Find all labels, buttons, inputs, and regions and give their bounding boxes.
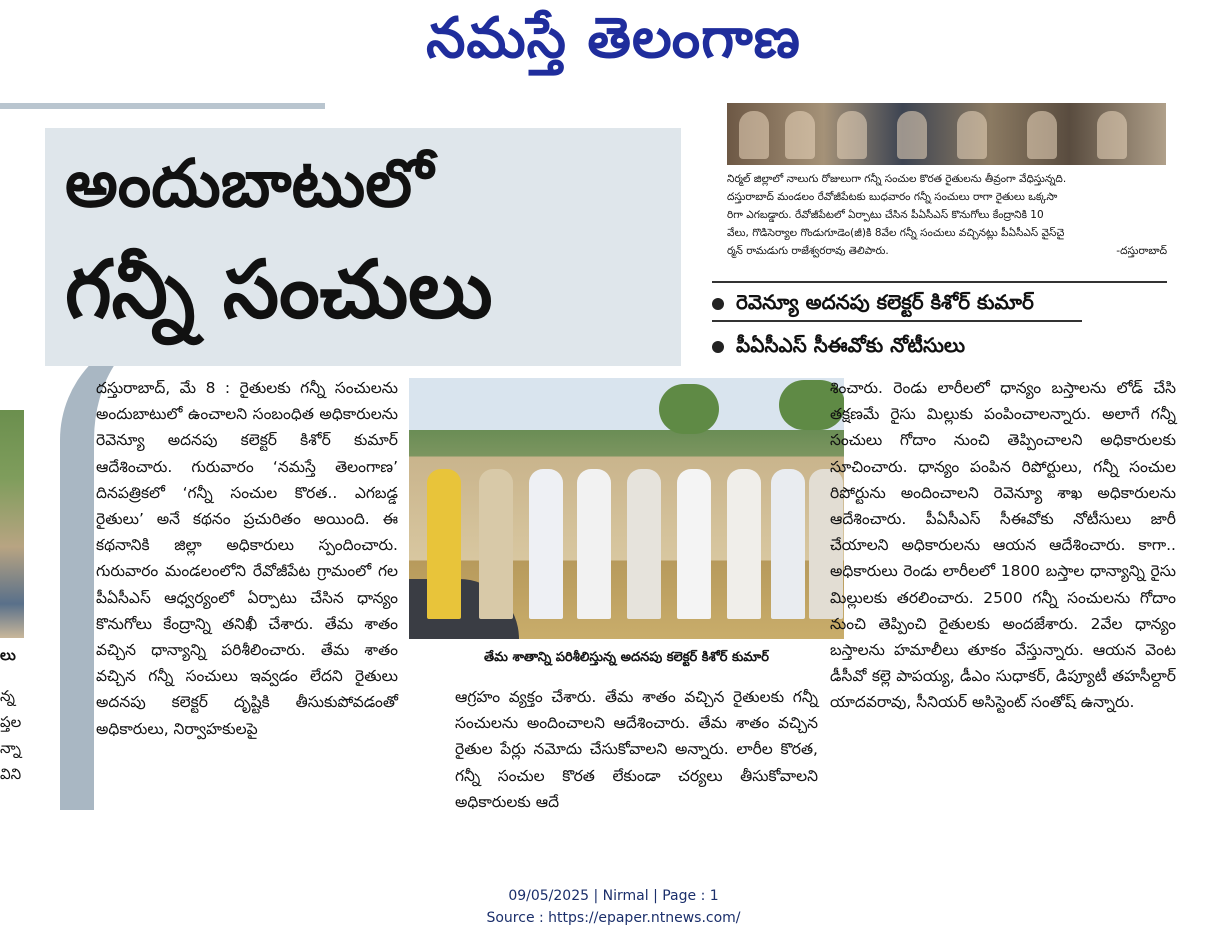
caption-line: వేలు, గొడిసెర్యాల గొండుగూడెం(జీ)కి 8వేల గన్నీ సంచులు వచ్చినట్లు పీఏసీఎస్ వైస్‌చై [727,227,1065,239]
farmers-photo [727,103,1166,165]
inspection-photo [409,378,844,639]
article-column-3 [830,375,1176,716]
headline-line-2: గన్నీ సంచులు [65,243,493,336]
caption-line: ర్మన్ రామడుగు రాజేశ్వరరావు తెలిపారు. [727,245,889,257]
footer-source-line: Source : https://epaper.ntnews.com/ [486,910,741,926]
cropped-text: న్నా [0,739,22,757]
bullet-point [712,288,1034,316]
bullet-icon [712,298,724,310]
bullet-icon [712,341,724,353]
headline-line-1: అందుబాటులో [65,145,434,222]
bullet-point [712,331,965,359]
cropped-caption: లు [0,646,16,664]
cropped-text: న్న [0,687,15,705]
caption-line: నిర్మల్ జిల్లాలో నాలుగు రోజులుగా గన్నీ సంచుల కొరత రైతులను తీవ్రంగా వేధిస్తున్నది. [727,173,1067,185]
caption-line: రిగా ఎగబడ్డారు. రేవోజీపేటలో ఏర్పాటు చేసిన పీఏసీఎస్ కొనుగోలు కేంద్రానికి 10 [727,209,1044,221]
footer-date-line: 09/05/2025 | Nirmal | Page : 1 [508,888,719,904]
article-paragraph: శించారు. రెండు లారీలలో ధాన్యం బస్తాలను లోడ్ చేసి తక్షణమే రైసు మిల్లుకు పంపించాలన్నారు. అలాగే గన్నీ సంచులు గోదాం నుంచి తెప్పించాలని అధికారులకు సూచించారు. ధాన్యం పంపిన రిపోర్టులు, గన్నీ సంచుల రిపోర్టును అందించాలని రెవెన్యూ శాఖ అధికారులను ఆదేశించారు. పీఏసీఎస్ సీఈవోకు నోటీసులు జారీ చేయాలని అధికారులను ఆయన ఆదేశించారు. కాగా.. అధికారులు రెండు లారీలలో 1800 బస్తాల ధాన్యాన్ని రైసు మిల్లులకు తరలించారు. 2500 గన్నీ సంచులను గోదాం నుంచి తెప్పించి రైతులకు అందజేశారు. 2వేల ధాన్యం బస్తాలను హమాలీలు తూకం వేస్తున్నారు. ఆయన వెంట డీసీవో కల్లె పాపయ్య, డీఎం సుధాకర్, డిప్యూటీ తహసీల్దార్ యాదవరావు, సీనియర్ అసిస్టెంట్ సంతోష్ ఉన్నారు. [830,379,1176,712]
masthead-title: నమస్తే తెలంగాణ [426,6,801,71]
bullet-text: రెవెన్యూ అదనపు కలెక్టర్ కిశోర్ కుమార్ [736,290,1034,314]
article-paragraph: దస్తురాబాద్, మే 8 : రైతులకు గన్నీ సంచులను అందుబాటులో ఉంచాలని సంబంధిత అధికారులను రెవెన్యూ అదనపు కలెక్టర్ కిశోర్ కుమార్ ఆదేశించారు. గురువారం ‘నమస్తే తెలంగాణ’ దినపత్రికలో ‘గన్నీ సంచుల కొరత.. ఎగబడ్డ రైతులు’ అనే కథనం ప్రచురితం అయింది. ఈ కథనానికి జిల్లా అధికారులు స్పందించారు. గురువారం మండలంలోని రేవోజీపేట గ్రామంలో గల పీఏసీఎస్ ఆధ్వర్యంలో ఏర్పాటు చేసిన ధాన్యం కొనుగోలు కేంద్రాన్ని తనిఖీ చేశారు. తేమ శాతం వచ్చిన ధాన్యాన్ని పరిశీలించారు. తేమ శాతం వచ్చిన గన్నీ సంచులు ఇవ్వడం లేదని రైతులు అదనపు కలెక్టర్ దృష్టికి తీసుకుపోవడంతో అధికారులు, నిర్వాహకులపై [96,379,398,738]
article-column-1 [96,375,398,742]
bullet-text: పీఏసీఎస్ సీఈవోకు నోటీసులు [736,333,966,357]
article-paragraph: ఆగ్రహం వ్యక్తం చేశారు. తేమ శాతం వచ్చిన రైతులకు గన్నీ సంచులను అందించాలని ఆదేశించారు. తేమ శాతం వచ్చిన రైతుల పేర్లు నమోదు చేసుకోవాలని అన్నారు. లారీల కొరత, గన్నీ సంచుల కొరత లేకుండా చర్యలు తీసుకోవాలని అధికారులకు ఆదే [455,688,818,811]
photo-caption [727,170,1167,260]
cropped-text: ప్తల [0,713,22,731]
article-column-2 [455,684,818,815]
cropped-photo [0,410,24,638]
divider [712,320,1082,322]
cropped-text: విని [0,765,22,783]
photo-caption-main: తేమ శాతాన్ని పరిశీలిస్తున్న అదనపు కలెక్టర్ కిశోర్ కుమార్ [484,650,769,665]
decorative-rule [0,103,325,109]
divider [712,281,1167,283]
caption-credit: -దస్తురాబాద్ [1116,245,1167,257]
caption-line: దస్తురాబాద్ మండలం రేవోజీపేటకు బుధవారం గన్నీ సంచులు రాగా రైతులు ఒక్కసా [727,191,1058,203]
